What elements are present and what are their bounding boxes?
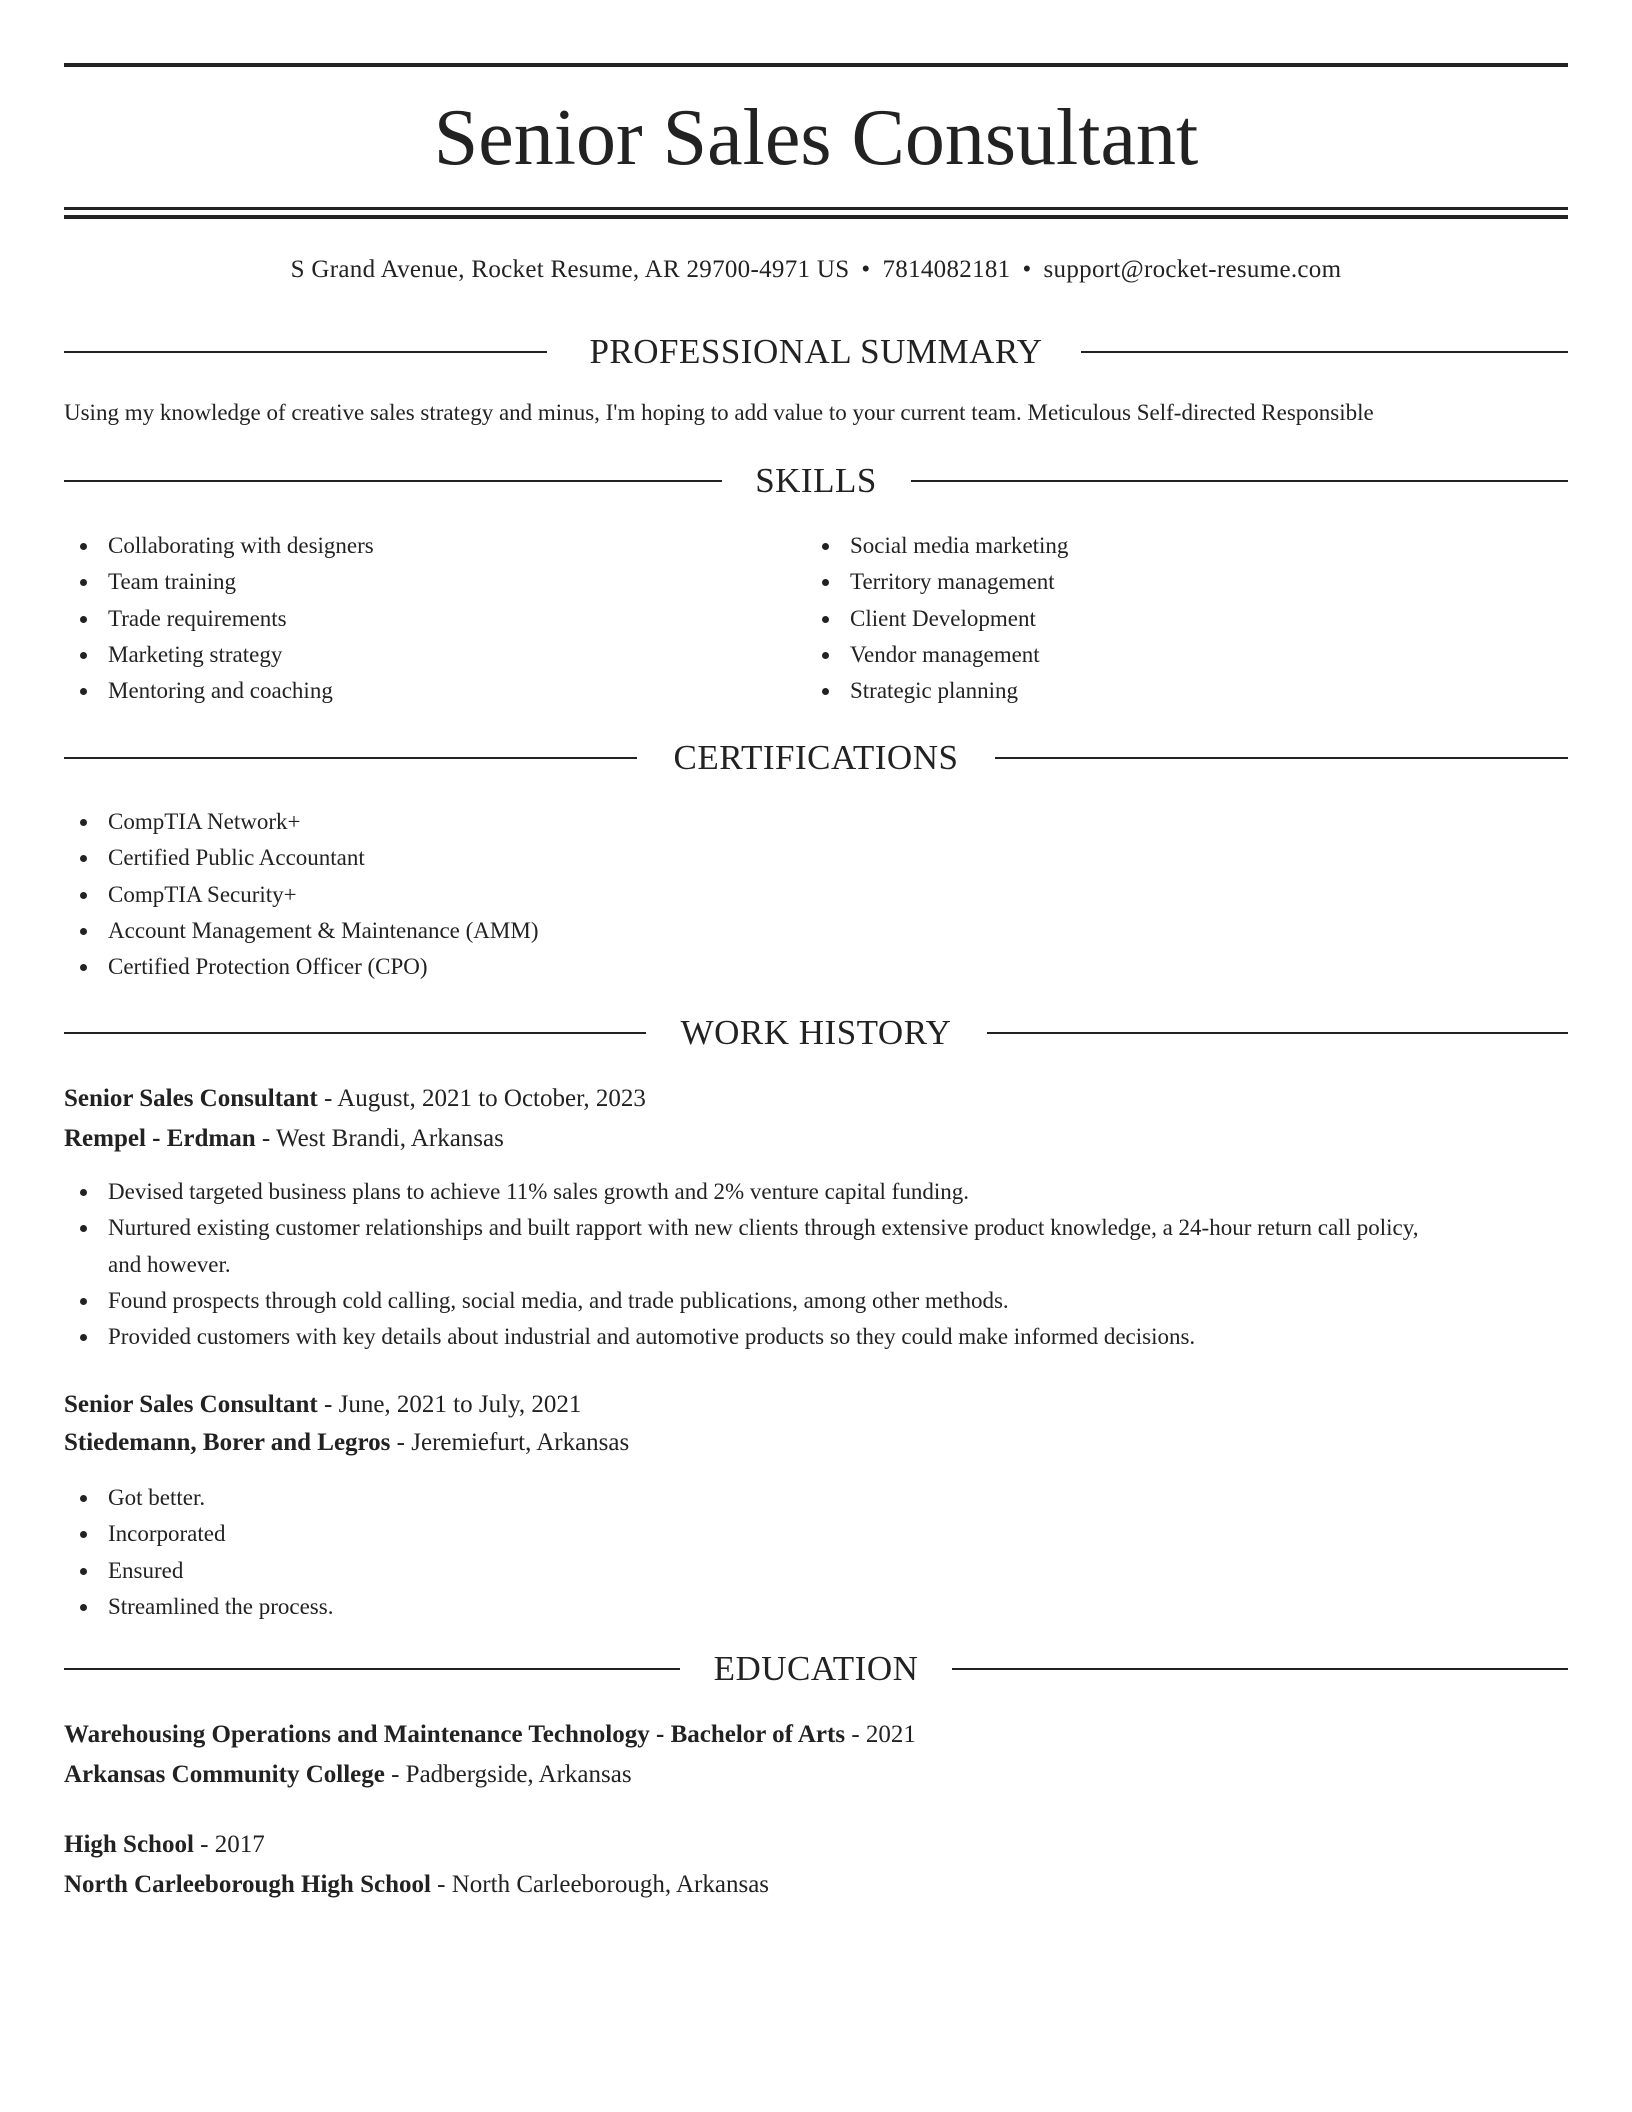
job-1-bullets	[64, 1174, 1568, 1355]
skills-heading-line-right	[911, 480, 1568, 482]
header-double-rule-upper	[64, 207, 1568, 210]
list-item: Collaborating with designers	[64, 528, 764, 564]
job-1-title-line: Senior Sales Consultant - August, 2021 to October, 2023	[64, 1085, 646, 1112]
edu-year: 2021	[865, 1721, 916, 1748]
work-heading-text: WORK HISTORY	[680, 1013, 952, 1052]
edu-school: North Carleeborough High School	[64, 1871, 431, 1898]
header-top-rule	[64, 63, 1568, 67]
list-item: Incorporated	[64, 1516, 1568, 1552]
edu-location: Padbergside, Arkansas	[405, 1761, 632, 1788]
list-item: Account Management & Maintenance (AMM)	[64, 913, 1064, 949]
skills-heading-text: SKILLS	[755, 461, 877, 500]
list-item: Strategic planning	[806, 673, 1506, 709]
list-item: Streamlined the process.	[64, 1589, 1568, 1625]
certifications-list	[64, 804, 1064, 985]
edu-1-degree-line: Warehousing Operations and Maintenance Technology - Bachelor of Arts - 2021	[64, 1721, 916, 1748]
list-item: Got better.	[64, 1480, 1568, 1516]
list-item: Client Development	[806, 601, 1506, 637]
job-location: Jeremiefurt, Arkansas	[411, 1429, 630, 1456]
education-heading-line-right	[952, 1668, 1568, 1670]
edu-school: Arkansas Community College	[64, 1761, 385, 1788]
skills-heading	[64, 459, 1568, 503]
skills-list-left	[64, 528, 764, 709]
job-2-title-line: Senior Sales Consultant - June, 2021 to July, 2021	[64, 1391, 582, 1418]
edu-location: North Carleeborough, Arkansas	[451, 1871, 770, 1898]
list-item: Team training	[64, 564, 764, 600]
summary-heading-line-right	[1081, 351, 1568, 353]
contact-phone: 7814082181	[882, 256, 1011, 283]
edu-year: 2017	[214, 1831, 265, 1858]
list-item: Nurtured existing customer relationships and built rapport with new clients through extensive product knowledge, a 24-hour return call policy,	[64, 1210, 1568, 1246]
list-item: Certified Protection Officer (CPO)	[64, 949, 1064, 985]
edu-degree: Warehousing Operations and Maintenance Technology - Bachelor of Arts	[64, 1721, 846, 1748]
list-item: Mentoring and coaching	[64, 673, 764, 709]
contact-line	[64, 254, 1568, 286]
edu-2-degree-line: High School - 2017	[64, 1831, 265, 1858]
contact-email: support@rocket-resume.com	[1043, 256, 1342, 283]
certifications-heading-text: CERTIFICATIONS	[673, 738, 959, 777]
job-company: Stiedemann, Borer and Legros	[64, 1429, 391, 1456]
edu-2-school-line: North Carleeborough High School - North Carleeborough, Arkansas	[64, 1871, 770, 1898]
list-item: Ensured	[64, 1553, 1568, 1589]
education-heading	[64, 1647, 1568, 1691]
edu-1-school-line: Arkansas Community College - Padbergside, Arkansas	[64, 1761, 632, 1788]
job-location: West Brandi, Arkansas	[276, 1125, 504, 1152]
list-item: CompTIA Security+	[64, 877, 1064, 913]
list-item: Devised targeted business plans to achieve 11% sales growth and 2% venture capital funding.	[64, 1174, 1568, 1210]
list-item: Found prospects through cold calling, social media, and trade publications, among other methods.	[64, 1283, 1568, 1319]
list-item: Social media marketing	[806, 528, 1506, 564]
certifications-heading	[64, 736, 1568, 780]
list-item: CompTIA Network+	[64, 804, 1064, 840]
list-item: Marketing strategy	[64, 637, 764, 673]
work-heading-line-right	[987, 1032, 1568, 1034]
summary-heading	[64, 330, 1568, 374]
list-item: Trade requirements	[64, 601, 764, 637]
job-dates: June, 2021 to July, 2021	[338, 1391, 582, 1418]
resume-name-title: Senior Sales Consultant	[433, 94, 1199, 182]
contact-separator: •	[861, 256, 871, 283]
work-heading	[64, 1011, 1568, 1055]
job-2-bullets	[64, 1480, 1568, 1625]
contact-address: S Grand Avenue, Rocket Resume, AR 29700-4971 US	[290, 256, 850, 283]
header-double-rule-lower	[64, 215, 1568, 219]
summary-heading-text: PROFESSIONAL SUMMARY	[589, 332, 1043, 371]
job-dates: August, 2021 to October, 2023	[337, 1085, 646, 1112]
education-heading-text: EDUCATION	[713, 1649, 919, 1688]
edu-degree: High School	[64, 1831, 194, 1858]
contact-separator: •	[1022, 256, 1032, 283]
list-item: Provided customers with key details about industrial and automotive products so they could make informed decisions.	[64, 1319, 1568, 1355]
job-title: Senior Sales Consultant	[64, 1085, 318, 1112]
list-item: Vendor management	[806, 637, 1506, 673]
list-item: Certified Public Accountant	[64, 840, 1064, 876]
list-item: Territory management	[806, 564, 1506, 600]
job-company: Rempel - Erdman	[64, 1125, 256, 1152]
summary-text: Using my knowledge of creative sales strategy and minus, I'm hoping to add value to your current team. Meticulous Self-directed Responsible	[64, 400, 1374, 425]
job-2-company-line: Stiedemann, Borer and Legros - Jeremiefurt, Arkansas	[64, 1429, 630, 1456]
certifications-heading-line-right	[995, 757, 1568, 759]
job-1-company-line: Rempel - Erdman - West Brandi, Arkansas	[64, 1125, 504, 1152]
job-title: Senior Sales Consultant	[64, 1391, 318, 1418]
skills-list-right	[806, 528, 1506, 709]
list-item-continuation: and however.	[108, 1251, 231, 1277]
